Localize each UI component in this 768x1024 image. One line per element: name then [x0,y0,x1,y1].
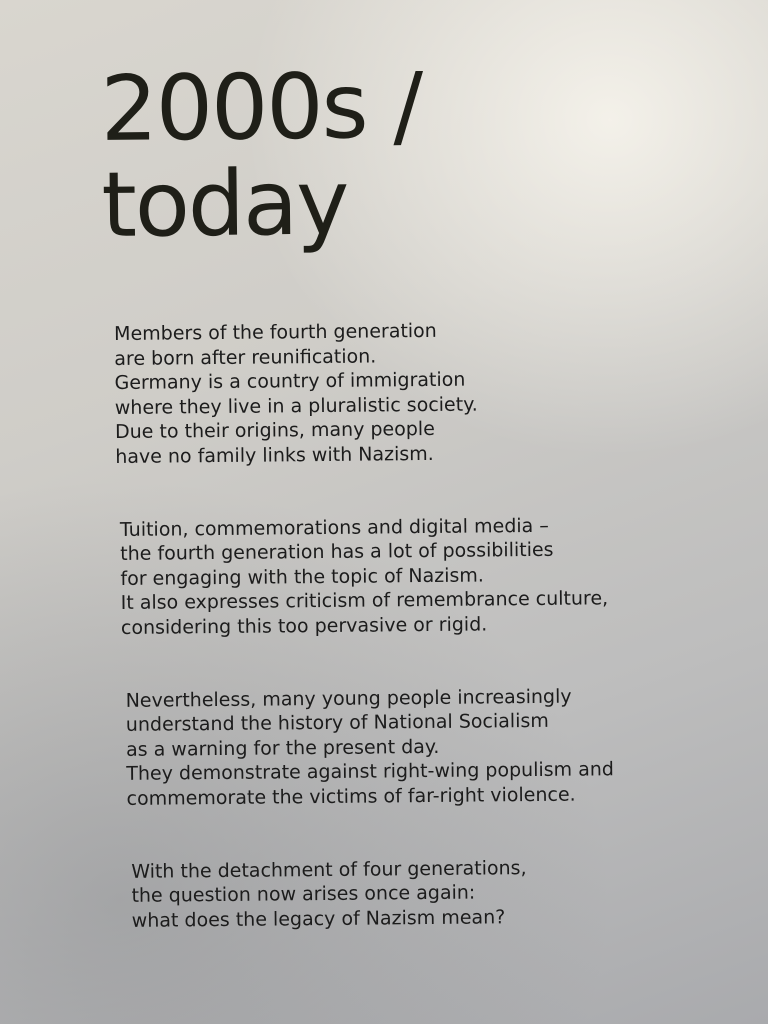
text-line: Germany is a country of immigration [114,368,466,395]
text-line: Members of the fourth generation [114,319,437,345]
text-line: the question now arises once again: [131,881,476,907]
text-line: Tuition, commemorations and digital media – [119,514,549,541]
text-line: They demonstrate against right-wing populism and [126,758,615,786]
paragraph-2 [120,512,677,640]
text-line: Nevertheless, many young people increasingly [125,685,572,712]
text-line: the fourth generation has a lot of possibilities [120,538,554,566]
text-line: are born after reunification. [114,345,377,370]
heading-line-1: 2000s / [99,53,422,162]
panel-heading [99,53,423,258]
text-line: what does the legacy of Nazism mean? [131,905,506,932]
text-line: Due to their origins, many people [114,418,435,444]
text-line: where they live in a pluralistic society. [114,393,478,419]
text-line: commemorate the victims of far-right violence. [126,783,576,810]
text-line: considering this too pervasive or rigid. [120,613,488,639]
heading-line-2: today [100,150,348,258]
text-line: It also expresses criticism of remembrance culture, [120,587,609,615]
paragraph-4 [131,854,680,933]
text-line: as a warning for the present day. [125,735,440,761]
text-line: have no family links with Nazism. [115,442,434,468]
panel-body-text [114,317,680,982]
text-line: for engaging with the topic of Nazism. [120,564,485,590]
text-line: With the detachment of four generations, [131,856,527,883]
text-line: understand the history of National Socialism [125,709,549,737]
paragraph-1 [114,317,675,470]
paragraph-3 [126,683,679,811]
